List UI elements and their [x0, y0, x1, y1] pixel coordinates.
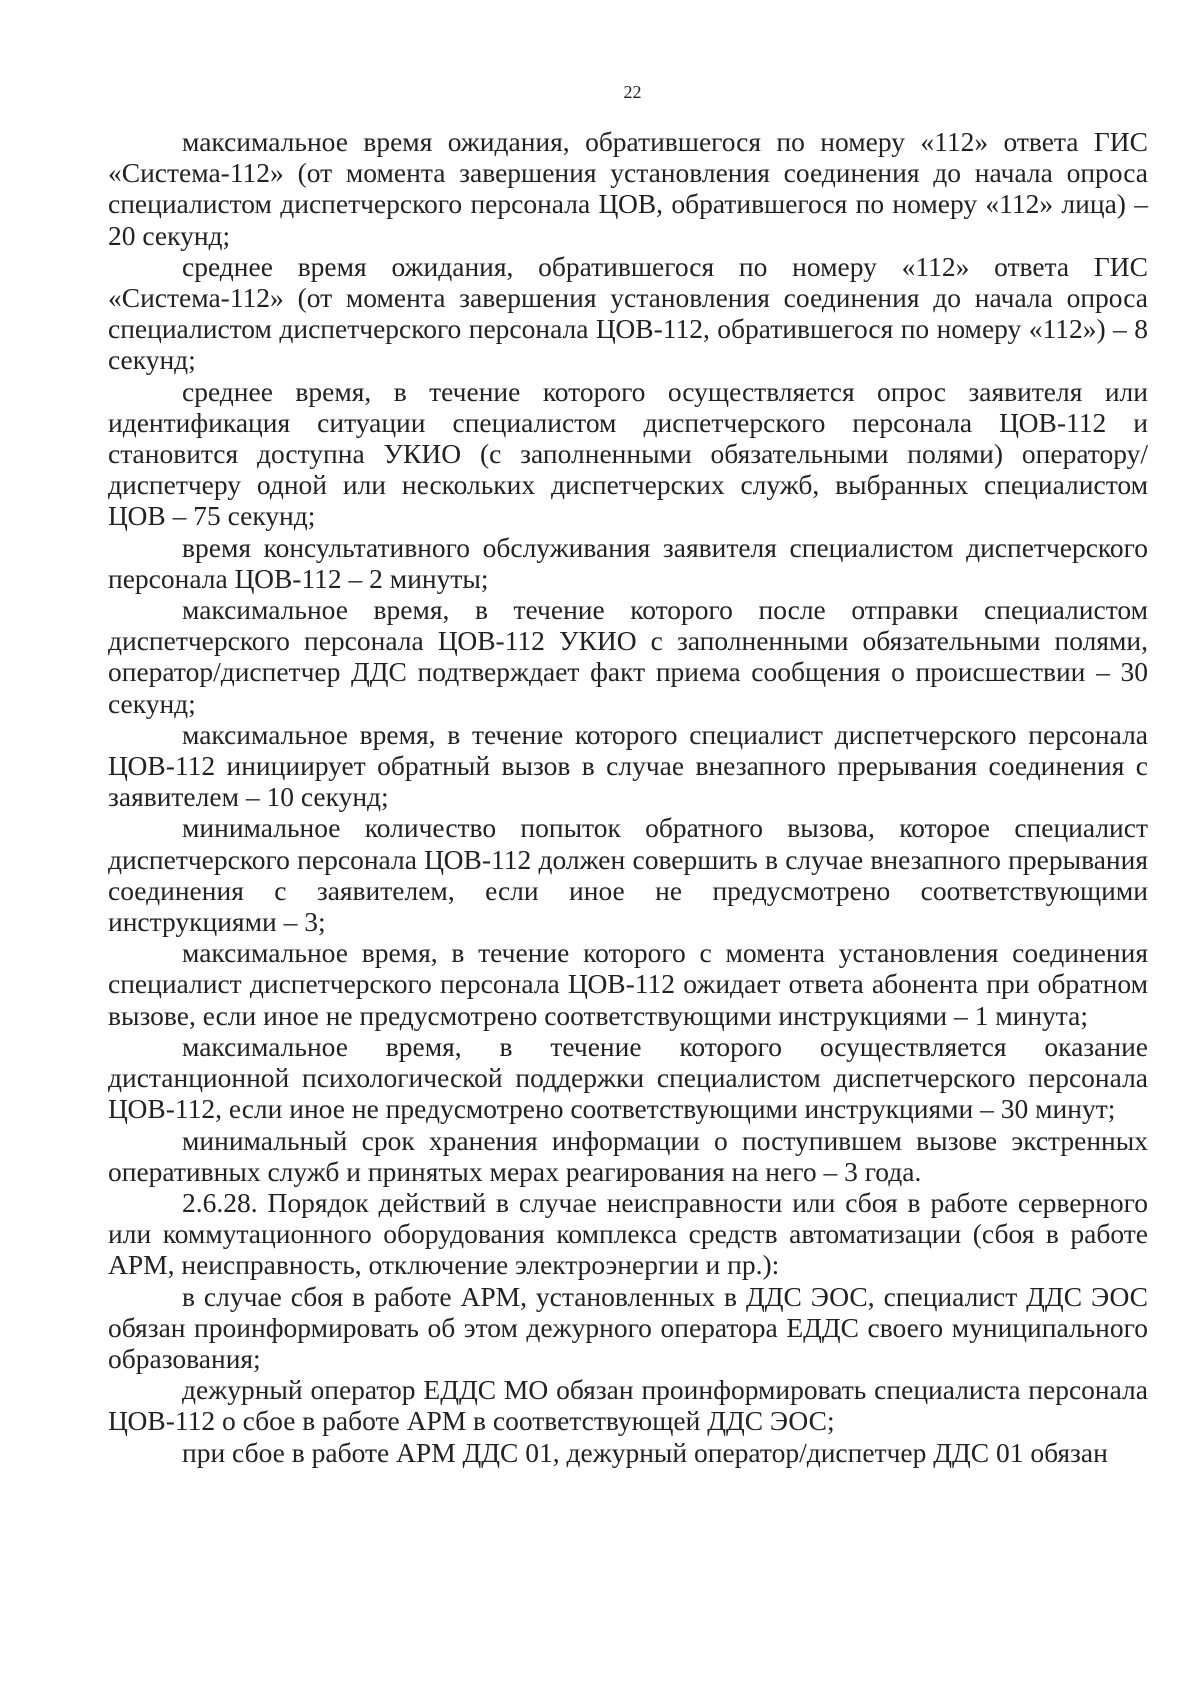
- paragraph-callback-attempts: минимальное количество попыток обратного вызова, которое специалист диспетчерского персонала ЦОВ-112 должен совершить в случае внезапного прерывания соединения с заявителем, если иное не предусмотрено соответствующими инструкциями – 3;: [108, 812, 1148, 938]
- paragraph-confirmation-time: максимальное время, в течение которого после отправки специалистом диспетчерского персонала ЦОВ-112 УКИО с заполненными обязательными полями, оператор/диспетчер ДДС подтверждает факт приема сообщения о происшествии – 30 секунд;: [108, 594, 1148, 719]
- paragraph-callback-answer-wait: максимальное время, в течение которого с момента установления соединения специалист диспетчерского персонала ЦОВ-112 ожидает ответа абонента при обратном вызове, если иное не предусмотрено соответствующими инструкциями – 1 минута;: [108, 937, 1148, 1031]
- paragraph-psychological-support: максимальное время, в течение которого осуществляется оказание дистанционной психологической поддержки специалистом диспетчерского персонала ЦОВ-112, если иное не предусмотрено соответствующими инструкциями – 30 минут;: [108, 1030, 1148, 1125]
- paragraph-storage-period: минимальный срок хранения информации о поступившем вызове экстренных оперативных служб и принятых мерах реагирования на него – 3 года.: [108, 1124, 1148, 1187]
- paragraph-avg-wait-time: среднее время ожидания, обратившегося по номеру «112» ответа ГИС «Система-112» (от момента завершения установления соединения до начала опроса специалистом диспетчерского персонала ЦОВ-112, обратившегося по номеру «112») – 8 секунд;: [108, 250, 1148, 376]
- page-number: 22: [623, 82, 642, 102]
- paragraph-arm-failure-dds01: при сбое в работе АРМ ДДС 01, дежурный оператор/диспетчер ДДС 01 обязан: [182, 1436, 1108, 1468]
- paragraph-avg-interview-time: среднее время, в течение которого осуществляется опрос заявителя или идентификация ситуации специалистом диспетчерского персонала ЦОВ-112 и становится доступна УКИО (с заполненными обязательными полями) оператору/диспетчеру одной или нескольких диспетчерских служб, выбранных специалистом ЦОВ – 75 секунд;: [108, 375, 1148, 532]
- paragraph-consultation-time: время консультативного обслуживания заявителя специалистом диспетчерского персонала ЦОВ-112 – 2 минуты;: [108, 531, 1148, 594]
- paragraph-callback-initiation: максимальное время, в течение которого специалист диспетчерского персонала ЦОВ-112 инициирует обратный вызов в случае внезапного прерывания соединения с заявителем – 10 секунд;: [108, 718, 1148, 813]
- paragraph-arm-failure-eos: в случае сбоя в работе АРМ, установленных в ДДС ЭОС, специалист ДДС ЭОС обязан проинформировать об этом дежурного оператора ЕДДС своего муниципального образования;: [108, 1280, 1148, 1374]
- body-text: [108, 126, 1148, 1468]
- paragraph-section-2-6-28: 2.6.28. Порядок действий в случае неисправности или сбоя в работе серверного или коммутационного оборудования комплекса средств автоматизации (сбоя в работе АРМ, неисправность, отключение электроэнергии и пр.):: [108, 1186, 1148, 1281]
- paragraph-max-wait-time: максимальное время ожидания, обратившегося по номеру «112» ответа ГИС «Система-112» (от момента завершения установления соединения до начала опроса специалистом диспетчерского персонала ЦОВ, обратившегося по номеру «112» лица) – 20 секунд;: [108, 126, 1148, 251]
- paragraph-edds-duty-operator: дежурный оператор ЕДДС МО обязан проинформировать специалиста персонала ЦОВ-112 о сбое в работе АРМ в соответствующей ДДС ЭОС;: [108, 1374, 1148, 1437]
